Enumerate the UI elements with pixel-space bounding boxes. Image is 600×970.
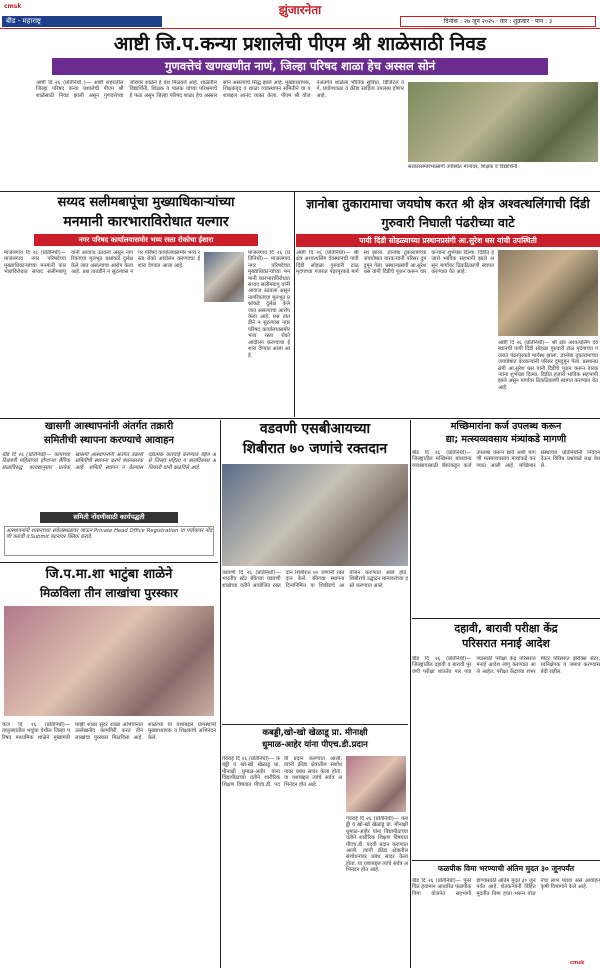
masthead-rule — [0, 28, 600, 29]
exam-headline-2: परिसरात मनाई आदेश — [462, 637, 550, 650]
divider-vertical-3 — [410, 420, 411, 968]
scheme-box-title: समिती नोंदणीसाठी कार्यपद्धती — [40, 512, 178, 523]
school-award-headline-2: मिळविला तीन लाखांचा पुरस्कार — [39, 586, 179, 600]
blood-body: वडवणी दि २६ (प्रतिनिधी)— भारतीय स्टेट बँकेच्या वडवणी शाखेच्या वतीने आयोजित रक्तदान शिबीरात ७० जणांनी रक्तदान केले. बँकेच्या स्थापना दिनानिमित्त या शिबीराचे आयोजन करण्यात आले होते. शिबीराचे उद्घाटन मान्यवरांच्या हस्ते करण्यात आले. — [222, 570, 408, 589]
fisher-headline-1: मच्छिमारांना कर्ज उपलब्ध करून — [450, 421, 562, 432]
masthead — [0, 0, 600, 28]
dateline — [400, 16, 596, 27]
story-fisher — [412, 420, 600, 616]
story-exam — [412, 618, 600, 858]
kabaddi-headline-2: धुमाळ-आहेर यांना पीएच.डी.प्रदान — [262, 740, 368, 750]
divider-vertical-1 — [294, 192, 295, 417]
exam-rule — [412, 618, 600, 619]
divider-2 — [0, 418, 600, 419]
dindi-body: आष्टी दि २६ (प्रतिनिधी)— श्री क्षेत्र अश्वत्थलिंग देवस्थानची पायी दिंडी सोहळा गुरुवारी टाळ मृदंगाच्या गजरात पंढरपूरकडे मार्गस्थ झाला. ज्ञानोबा तुकारामाच्या जयघोषात वारकऱ्यांनी परिसर दुमदुमून गेला. प्रस्थानप्रसंगी आ.सुरेश धस यांनी दिंडीचे पूजन करून वारकऱ्यांना शुभेच्छा दिल्या. दिंडीत हजारो भाविक सहभागी झाले असून मार्गावर ठिकठिकाणी स्वागत करण्यात येत आहे. — [296, 250, 494, 276]
lead-body: आष्टी दि २६ (प्रतिनिधी )— आष्टी शहरातील जिल्हा परिषद कन्या प्रशालेची पीएम श्री शाळेसाठी निवड झाली असून गुणवत्तेच्या जोरावर शाळेने हे यश मिळवले आहे. शाळेतील विद्यार्थिनी, शिक्षक व पालक यांच्या परिश्रमाचे हे फळ असून जिल्हा परिषद शाळा हेच अस्सल सोनं असल्याचे सिद्ध झाले आहे. मुख्याध्यापक, शिक्षकवृंद व शाळा व्यवस्थापन समितीने या यशाबद्दल आनंद व्यक्त केला. पीएम श्री योजनेअंतर्गत शाळेला भौतिक सुविधा, डिजिटल वर्ग, प्रयोगशाळा व क्रीडा साहित्य उपलब्ध होणार आहे. — [36, 80, 404, 99]
exam-headline-1: दहावी, बारावी परीक्षा केंद्र — [454, 622, 558, 635]
salimbapu-kicker: नगर परिषद कार्यालयासमोर भव्य रस्ता रोकोचा ईशारा — [34, 234, 258, 246]
location-bar — [2, 16, 162, 27]
fisher-headline-2: द्या; मत्स्यव्यवसाय मंत्र्यांकडे मागणी — [445, 434, 567, 445]
school-award-body: केज दि २६ (प्रतिनिधी)— तालुक्यातील भाटुंबा येथील जिल्हा परिषद माध्यमिक शाळेने मुख्यमंत्री माझी शाळा सुंदर शाळा अभियानात उल्लेखनीय कामगिरी करत तीन लाखांचा पुरस्कार मिळविला आहे. शाळेच्या या यशाबद्दल ग्रामस्थांनी मुख्याध्यापक व शिक्षकांचे अभिनंदन केले. — [2, 722, 216, 741]
salimbapu-body: माजलगाव दि २६ (प्रतिनिधी)— माजलगाव नगर परिषदेच्या मुख्याधिकाऱ्यांच्या मनमानी कारभाराविरोधात सय्यद सलीमबापू यांनी आवाज उठवला असून नागरिकांच्या मूलभूत प्रश्नांकडे दुर्लक्ष केले जात असल्याचा आरोप केला आहे. प्रश्न तातडीने न सुटल्यास नगर परिषद कार्यालयासमोर भव्य रस्ता रोको आंदोलन करण्याचा ईशारा देण्यात आला आहे. — [4, 250, 200, 276]
dindi-kicker: पायी दिंडी सोहळ्याच्या प्रस्थानप्रसंगी आ.सुरेश धस यांची उपस्थिती — [296, 234, 600, 247]
scheme-box-body: आस्थापनांनी शासनाच्या संकेतस्थळावर जाऊन Private Head Office Registration या पर्यायावर नोंदणी करावी व Submit बटनावर क्लिक करावे. — [4, 526, 214, 556]
kabaddi-photo — [346, 756, 406, 812]
blood-headline-1: वडवणी एसबीआयच्या — [259, 421, 371, 437]
paper-name: झुंजारनेता — [278, 3, 322, 17]
dindi-headline: ज्ञानोबा तुकारामाचा जयघोष करत श्री क्षेत्र अश्वत्थलिंगाची दिंडी गुरुवारी निघाली पंढरीच्या वाटे — [306, 196, 590, 230]
dateline-text: दिनांक : २७ जून २०२५ · वार : शुक्रवार · पान : ३ — [443, 18, 553, 25]
crop-rule — [412, 860, 600, 861]
blood-photo — [222, 464, 408, 566]
story-crop — [412, 860, 600, 968]
crop-headline: फळपीक विमा भरण्याची अंतिम मुदत ३० जूनपर्यंत — [437, 864, 575, 873]
kabaddi-body: गेवराई दि २६ (प्रतिनिधी)— कबड्डी व खो-खो खेळाडू प्रा. मीनाक्षी धुमाळ-आहेर यांना विद्यापीठाच्या वतीने शारीरिक शिक्षण विषयात पीएच.डी. पदवी प्रदान करण्यात आली. त्यांनी क्रीडा क्षेत्रातील संशोधनावर प्रबंध सादर केला होता. या यशाबद्दल त्यांचे सर्वत्र अभिनंदन होत आहे. — [222, 756, 342, 788]
salimbapu-headline-1: सय्यद सलीमबापूंचा मुख्याधिकाऱ्यांच्या — [57, 195, 235, 210]
brand-logo: cmsk — [4, 3, 22, 10]
story-school-award — [0, 562, 218, 970]
story-scheme — [0, 420, 218, 560]
kabaddi-headline-1: कबड्डी,खो-खो खेळाडू प्रा. मीनाक्षी — [262, 728, 368, 738]
school-award-photo — [4, 606, 214, 716]
school-award-headline-1: जि.प.मा.शा भाटुंबा शाळेने — [45, 567, 173, 582]
lead-photo — [408, 82, 598, 162]
salimbapu-photo — [204, 252, 244, 302]
scheme-body: बीड दि २६ (प्रतिनिधी)— कामाच्या ठिकाणी महिलांच्या होणाऱ्या लैंगिक छळाविरुद्ध कायद्यानुसार प्रत्येक खासगी आस्थापनांनी अंतर्गत तक्रारी समितीची स्थापना करणे बंधनकारक आहे. समिती स्थापन न केल्यास दंडात्मक कारवाई करण्यात येईल असे जिल्हा महिला व बालविकास अधिकारी यांनी कळविले आहे. — [2, 452, 216, 471]
divider-vertical-2 — [220, 420, 221, 968]
kabaddi-body-side: गेवराई दि २६ (प्रतिनिधी)— कबड्डी व खो-खो खेळाडू प्रा. मीनाक्षी धुमाळ-आहेर यांना विद्यापीठाच्या वतीने शारीरिक शिक्षण विषयात पीएच.डी. पदवी प्रदान करण्यात आली. त्यांनी क्रीडा क्षेत्रातील संशोधनावर प्रबंध सादर केला होता. या यशाबद्दल त्यांचे सर्वत्र अभिनंदन होत आहे. — [346, 816, 408, 874]
lead-subheadline: गुणवत्तेचं खणखणीत नाणं, जिल्हा परिषद शाळा हेच अस्सल सोनं — [52, 58, 548, 75]
salimbapu-body-side: माजलगाव दि २६ (प्रतिनिधी)— माजलगाव नगर परिषदेच्या मुख्याधिकाऱ्यांच्या मनमानी कारभाराविरोधात सय्यद सलीमबापू यांनी आवाज उठवला असून नागरिकांच्या मूलभूत प्रश्नांकडे दुर्लक्ष केले जात असल्याचा आरोप केला आहे. प्रश्न तातडीने न सुटल्यास नगर परिषद कार्यालयासमोर भव्य रस्ता रोको आंदोलन करण्याचा ईशारा देण्यात आला आहे. — [248, 250, 290, 359]
exam-body: बीड दि २६ (प्रतिनिधी)— जिल्ह्यातील दहावी व बारावी पुरवणी परीक्षा शांततेत पार पाडण्यासाठी परीक्षा केंद्र परिसरात मनाई आदेश लागू करण्यात आले आहेत. परीक्षा केंद्राच्या शंभर मीटर परिसरात झेरॉक्स सेंटर, ध्वनिक्षेपक व जमाव करण्यास बंदी राहील. — [412, 656, 600, 675]
salimbapu-headline-2: मनमानी कारभाराविरोधात यल्गार — [63, 214, 229, 230]
dindi-photo — [498, 250, 598, 336]
lead-photo-caption: सत्कारसमारंभप्रसंगी उपस्थित मान्यवर, शिक्षक व विद्यार्थिनी — [408, 164, 518, 170]
crop-body: बीड दि २६ (प्रतिनिधी)— पुनर्रचित हवामान आधारित फळपीक विमा योजनेत सहभागी होण्यासाठी अंतिम मुदत ३० जून पर्यंत आहे. शेतकऱ्यांनी विहित मुदतीत विमा हप्ता भरून योजनेचा लाभ घ्यावा असे आवाहन कृषी विभागाने केले आहे. — [412, 878, 600, 897]
story-dindi — [296, 192, 600, 417]
scheme-headline-2: समितीची स्थापना करण्याचे आवाहन — [44, 435, 174, 446]
location-label: बीड - महाराष्ट्र — [6, 17, 42, 25]
dindi-body-side: आष्टी दि २६ (प्रतिनिधी)— श्री क्षेत्र अश्वत्थलिंग देवस्थानची पायी दिंडी सोहळा गुरुवारी टाळ मृदंगाच्या गजरात पंढरपूरकडे मार्गस्थ झाला. ज्ञानोबा तुकारामाच्या जयघोषात वारकऱ्यांनी परिसर दुमदुमून गेला. प्रस्थानप्रसंगी आ.सुरेश धस यांनी दिंडीचे पूजन करून वारकऱ्यांना शुभेच्छा दिल्या. दिंडीत हजारो भाविक सहभागी झाले असून मार्गावर ठिकठिकाणी स्वागत करण्यात येत आहे. — [498, 340, 598, 391]
story-salimbapu — [0, 192, 292, 417]
fisher-body: बीड दि २६ (प्रतिनिधी)— जिल्ह्यातील मच्छिमार बांधवांना व्यवसायासाठी बँकांकडून कर्ज उपलब्ध करून द्यावे अशी मागणी मत्स्यव्यवसाय मंत्र्यांकडे करण्यात आली आहे. मच्छिमार संस्थांच्या प्रतिनिधींनी निवेदन देऊन विविध प्रश्नांकडे लक्ष वेधले. — [412, 450, 600, 469]
footer-brand: cmsk — [570, 960, 585, 966]
school-award-rule — [0, 562, 218, 563]
kabaddi-rule — [222, 724, 408, 725]
story-blood — [222, 420, 408, 722]
lead-story — [0, 30, 600, 190]
story-kabaddi — [222, 724, 408, 968]
blood-headline-2: शिबीरात ७० जणांचे रक्तदान — [242, 441, 388, 457]
scheme-headline-1: खासगी आस्थापनांनी अंतर्गत तक्रारी — [44, 421, 174, 432]
lead-headline: आष्टी जि.प.कन्या प्रशालेची पीएम श्री शाळेसाठी निवड — [113, 33, 487, 55]
